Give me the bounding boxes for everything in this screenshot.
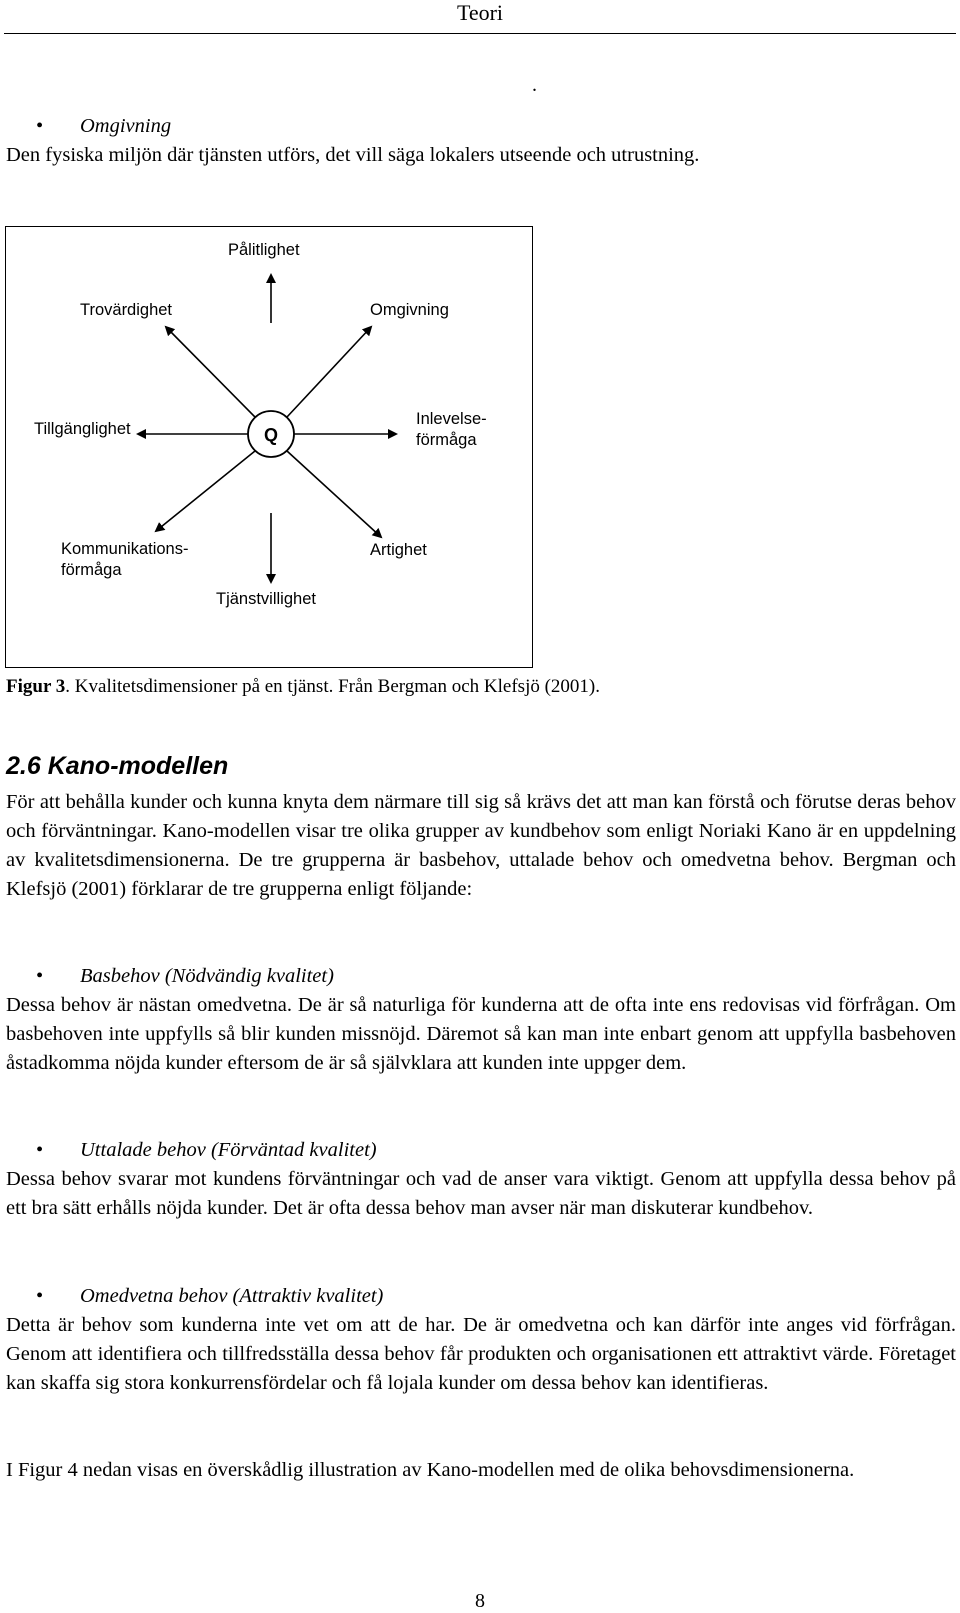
arrow-lower-right (287, 451, 381, 537)
omgivning-text: Den fysiska miljön där tjänsten utförs, det vill säga lokalers utseende och utrustning. (6, 144, 700, 166)
caption-label: Figur 3 (6, 676, 66, 697)
label-inlevelse-line1: Inlevelse- (416, 410, 487, 428)
page-number: 8 (475, 1590, 485, 1612)
label-kommunikation-line2: förmåga (61, 561, 122, 579)
label-palitlighet: Pålitlighet (228, 241, 300, 259)
bullet-omgivning: • (36, 115, 44, 137)
label-omgivning: Omgivning (370, 301, 449, 319)
header-rule (4, 33, 956, 34)
uttalade-label: Uttalade behov (Förväntad kvalitet) (80, 1139, 377, 1161)
omgivning-label: Omgivning (80, 115, 172, 137)
uttalade-text: Dessa behov svarar mot kundens förväntningar och vad de anser vara viktigt. Genom att uppfylla dessa behov på ett bra sätt erhålls nöjda kunder. Det är ofta dessa behov man avser när man diskuterar kundbehov. (6, 1168, 956, 1219)
center-label: Q (263, 425, 279, 445)
omedvetna-label: Omedvetna behov (Attraktiv kvalitet) (80, 1285, 384, 1307)
running-header: Teori (456, 0, 504, 25)
label-tillganglighet: Tillgänglighet (34, 420, 131, 438)
arrow-upper-left (166, 327, 255, 417)
figure-quality-dimensions (5, 226, 533, 668)
bullet-basbehov: • (36, 965, 44, 987)
bullet-omedvetna: • (36, 1285, 44, 1307)
bullet-uttalade: • (36, 1139, 44, 1161)
section-heading: 2.6 Kano-modellen (6, 752, 229, 780)
section-intro: För att behålla kunder och kunna knyta dem närmare till sig så krävs det att man kan förstå och förutse deras behov och förväntningar. Kano-modellen visar tre olika grupper av kundbehov som enligt Noriaki Kano är en uppdelning av kvalitetsdimensionerna. De tre grupperna är basbehov, uttalade behov och omedvetna behov. Bergman och Klefsjö (2001) förklarar de tre grupperna enligt följande: (6, 791, 956, 900)
label-artighet: Artighet (370, 541, 427, 559)
arrow-lower-left (156, 451, 255, 531)
label-trovardighet: Trovärdighet (80, 301, 173, 319)
stray-mark: . (532, 74, 537, 96)
label-kommunikation-line1: Kommunikations- (61, 540, 189, 558)
label-inlevelse-line2: förmåga (416, 431, 477, 449)
omedvetna-text: Detta är behov som kunderna inte vet om att de har. De är omedvetna och kan därför inte anges vid förfrågan. Genom att identifiera och tillfredsställa dessa behov får produkten och organisationen ett attraktivt värde. Företaget kan skaffa sig stora konkurrensfördelar och få lojala kunder om dessa behov kan identifieras. (6, 1314, 956, 1394)
arrow-upper-right (287, 327, 371, 417)
label-tjanstvillighet: Tjänstvillighet (216, 590, 316, 608)
basbehov-text: Dessa behov är nästan omedvetna. De är så naturliga för kunderna att de ofta inte ens redovisas vid förfrågan. Om basbehoven inte uppfylls så blir kunden missnöjd. Däremot så kan man inte enbart genom att uppfylla basbehoven åstadkomma nöjda kunder eftersom de är så självklara att kunden inte uppger dem. (6, 994, 956, 1074)
basbehov-label: Basbehov (Nödvändig kvalitet) (80, 965, 334, 987)
closing-paragraph: I Figur 4 nedan visas en överskådlig illustration av Kano-modellen med de olika behovsdimensionerna. (6, 1459, 855, 1481)
caption-text: . Kvalitetsdimensioner på en tjänst. Från Bergman och Klefsjö (2001). (65, 676, 600, 697)
figure-caption (6, 675, 600, 699)
